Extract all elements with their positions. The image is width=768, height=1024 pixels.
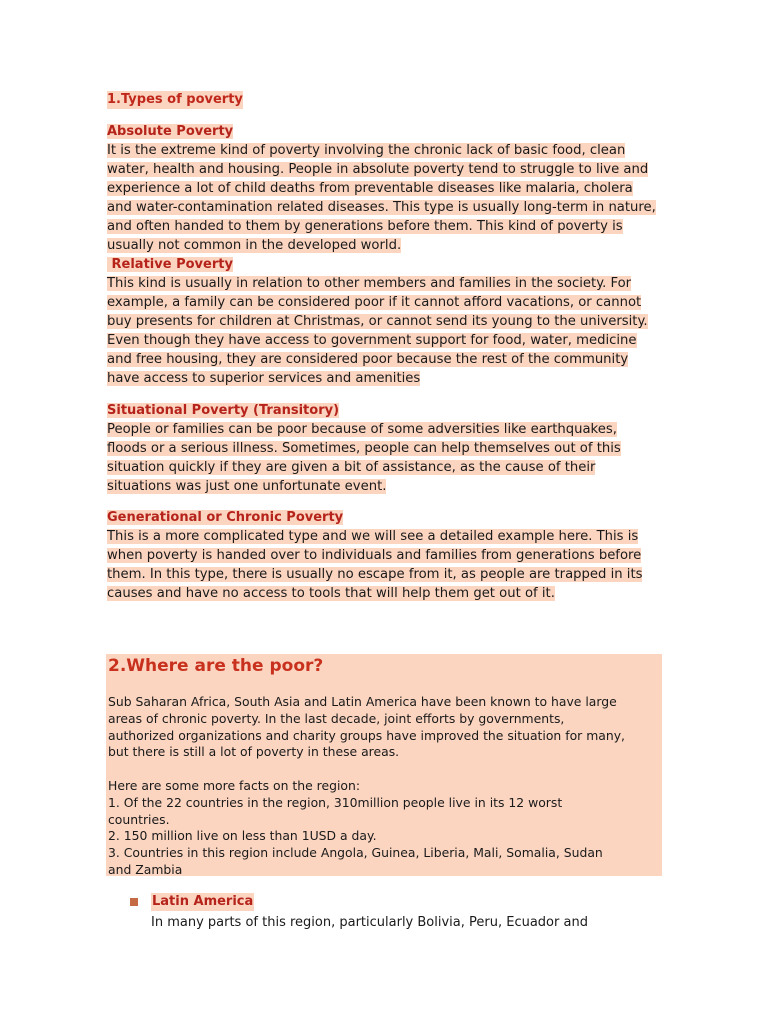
text-line: causes and have no access to tools that will help them get out of it. — [107, 586, 555, 602]
paragraph-where-are-the-poor — [108, 694, 625, 761]
text-line: This kind is usually in relation to other members and families in the society. For — [107, 276, 632, 291]
section-situational-poverty — [107, 402, 667, 496]
section-heading-where-are-the-poor: 2.Where are the poor? — [108, 656, 324, 676]
text-line: but there is still a lot of poverty in these areas. — [108, 744, 400, 760]
section-relative-poverty — [107, 256, 667, 389]
text-line: and free housing, they are considered poor because the rest of the community — [107, 352, 629, 368]
subheading-generational-poverty: Generational or Chronic Poverty — [107, 510, 344, 525]
subheading-relative-poverty: Relative Poverty — [107, 257, 233, 272]
text-line: People or families can be poor because of some adversities like earthquakes, — [107, 422, 617, 437]
text-line: experience a lot of child deaths from preventable diseases like malaria, cholera — [107, 181, 633, 197]
text-line: This is a more complicated type and we will see a detailed example here. This is — [107, 529, 639, 544]
section-absolute-poverty — [107, 123, 667, 256]
paragraph-generational-poverty — [107, 527, 667, 603]
text-line: Even though they have access to government support for food, water, medicine — [107, 333, 637, 349]
subheading-situational-poverty: Situational Poverty (Transitory) — [107, 403, 340, 418]
text-line: 3. Countries in this region include Angola, Guinea, Liberia, Mali, Somalia, Sudan — [108, 845, 603, 861]
text-line: 1. Of the 22 countries in the region, 310million people live in its 12 worst — [108, 794, 563, 810]
text-line: Here are some more facts on the region: — [108, 778, 361, 793]
paragraph-absolute-poverty — [107, 141, 667, 256]
text-line: and Zambia — [108, 861, 183, 877]
text-line: authorized organizations and charity groups have improved the situation for many, — [108, 727, 625, 743]
text-line: when poverty is handed over to individuals and families from generations before — [107, 548, 642, 564]
text-line: buy presents for children at Christmas, or cannot send its young to the university. — [107, 314, 648, 330]
paragraph-region-facts — [108, 778, 603, 879]
text-line: and often handed to them by generations before them. This kind of poverty is — [107, 219, 623, 235]
text-line: It is the extreme kind of poverty involving the chronic lack of basic food, clean — [107, 143, 626, 158]
paragraph-relative-poverty — [107, 274, 667, 389]
text-line: and water-contamination related diseases. This type is usually long-term in nature, — [107, 200, 656, 216]
square-bullet-icon — [130, 898, 138, 906]
list-item-title-latin-america: Latin America — [152, 894, 254, 909]
text-line: 2. 150 million live on less than 1USD a day. — [108, 828, 377, 844]
text-line: situations was just one unfortunate event. — [107, 479, 387, 495]
text-line: countries. — [108, 811, 170, 827]
text-line: situation quickly if they are given a bit of assistance, as the cause of their — [107, 460, 596, 476]
section-heading-types-of-poverty: 1.Types of poverty — [107, 92, 243, 107]
text-line: have access to superior services and amenities — [107, 371, 421, 387]
section-generational-poverty — [107, 509, 667, 603]
text-line: Sub Saharan Africa, South Asia and Latin America have been known to have large — [108, 694, 617, 709]
list-item-text-latin-america: In many parts of this region, particularly Bolivia, Peru, Ecuador and — [151, 915, 588, 930]
text-line: floods or a serious illness. Sometimes, people can help themselves out of this — [107, 441, 621, 457]
paragraph-situational-poverty — [107, 420, 667, 496]
text-line: example, a family can be considered poor if it cannot afford vacations, or cannot — [107, 295, 642, 311]
subheading-absolute-poverty: Absolute Poverty — [107, 124, 234, 139]
where-are-the-poor-box — [106, 654, 662, 876]
text-line: usually not common in the developed world. — [107, 238, 402, 254]
text-line: water, health and housing. People in absolute poverty tend to struggle to live and — [107, 162, 649, 178]
text-line: them. In this type, there is usually no escape from it, as people are trapped in its — [107, 567, 643, 583]
text-line: areas of chronic poverty. In the last decade, joint efforts by governments, — [108, 710, 565, 726]
